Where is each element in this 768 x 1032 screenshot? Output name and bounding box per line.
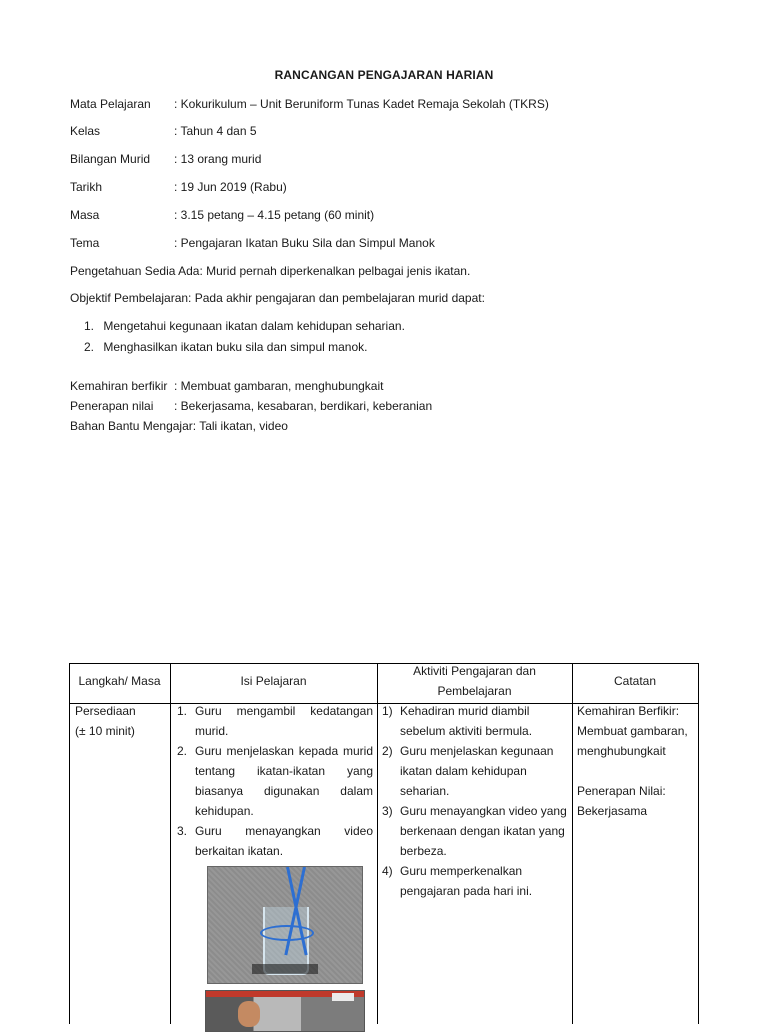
content-line: murid. (195, 724, 229, 738)
field-value: : Tahun 4 dan 5 (174, 124, 257, 138)
content-item (177, 741, 373, 821)
notes-skills-label: Kemahiran Berfikir: (577, 704, 680, 718)
field-value: : 19 Jun 2019 (Rabu) (174, 180, 287, 194)
field-value: : 13 orang murid (174, 152, 262, 166)
objective-text: Menghasilkan ikatan buku sila dan simpul manok. (103, 340, 368, 354)
content-number: 1. (177, 704, 188, 718)
knot-glass-video-image (207, 866, 363, 984)
field-label: Tarikh (70, 180, 103, 194)
activity-line: Guru memperkenalkan (400, 864, 523, 878)
activity-line: berbeza. (400, 844, 447, 858)
header-content: Isi Pelajaran (240, 674, 307, 688)
notes-values-value: Bekerjasama (577, 804, 648, 818)
objective-intro: Objektif Pembelajaran: Pada akhir pengajaran dan pembelajaran murid dapat: (70, 291, 485, 305)
field-label: Masa (70, 208, 100, 222)
content-number: 3. (177, 824, 188, 838)
objective-item (84, 318, 405, 334)
activity-item (382, 741, 570, 801)
field-label: Kemahiran berfikir (70, 379, 168, 393)
content-line: Guru menayangkan video (195, 824, 373, 838)
prior-knowledge: Pengetahuan Sedia Ada: Murid pernah diperkenalkan pelbagai jenis ikatan. (70, 264, 471, 278)
activity-line: Kehadiran murid diambil (400, 704, 530, 718)
objective-item (84, 339, 368, 355)
objective-text: Mengetahui kegunaan ikatan dalam kehidupan seharian. (103, 319, 405, 333)
field-label: Kelas (70, 124, 101, 138)
activity-line: sebelum aktiviti bermula. (400, 724, 533, 738)
header-activity (377, 661, 572, 701)
field-label: Mata Pelajaran (70, 97, 151, 111)
field-label: Bilangan Murid (70, 152, 151, 166)
table-column-divider (572, 663, 573, 1024)
field-label: Tema (70, 236, 100, 250)
video-still-image (205, 990, 365, 1032)
header-activity-line: Pembelajaran (437, 684, 512, 698)
content-item (177, 701, 373, 741)
lesson-table (69, 663, 699, 1024)
person-shape (238, 1001, 260, 1027)
activity-line: pengajaran pada hari ini. (400, 884, 533, 898)
activity-line: Guru menayangkan video yang (400, 804, 567, 818)
header-activity-line: Aktiviti Pengajaran dan (413, 664, 536, 678)
activity-item (382, 861, 570, 901)
content-line: tentang ikatan-ikatan yang (195, 764, 373, 778)
activity-item (382, 701, 570, 741)
activity-line: ikatan dalam kehidupan (400, 764, 527, 778)
content-line: biasanya digunakan dalam (195, 784, 373, 798)
step-name: Persediaan (75, 704, 136, 718)
objective-number: 1. (84, 319, 95, 333)
notes-skills-value: Membuat gambaran, (577, 724, 688, 738)
notes-skills-value: menghubungkait (577, 744, 666, 758)
field-value: : 3.15 petang – 4.15 petang (60 minit) (174, 208, 375, 222)
sign-shape (332, 993, 354, 1001)
activity-line: seharian. (400, 784, 450, 798)
table-border-right (698, 663, 699, 1024)
field-value: : Bekerjasama, kesabaran, berdikari, keberanian (174, 399, 433, 413)
content-line: Guru menjelaskan kepada murid (195, 744, 373, 758)
content-item (177, 821, 373, 861)
notes-spacer (577, 761, 697, 781)
field-value: : Kokurikulum – Unit Beruniform Tunas Kadet Remaja Sekolah (TKRS) (174, 97, 549, 111)
activity-item (382, 801, 570, 861)
notes-cell (577, 701, 697, 821)
rope-ring-shape (260, 925, 314, 941)
content-line: kehidupan. (195, 804, 254, 818)
video-subtitle-bar (252, 964, 318, 974)
document-title: RANCANGAN PENGAJARAN HARIAN (274, 68, 494, 82)
objective-number: 2. (84, 340, 95, 354)
field-value: : Pengajaran Ikatan Buku Sila dan Simpul Manok (174, 236, 435, 250)
activity-number: 3) (382, 804, 393, 818)
notes-values-label: Penerapan Nilai: (577, 784, 666, 798)
table-border-left (69, 663, 70, 1024)
activity-number: 1) (382, 704, 393, 718)
activity-number: 2) (382, 744, 393, 758)
field-label: Penerapan nilai (70, 399, 154, 413)
activity-cell (382, 701, 570, 901)
content-cell (177, 701, 373, 861)
teaching-materials: Bahan Bantu Mengajar: Tali ikatan, video (70, 419, 288, 433)
activity-line: Guru menjelaskan kegunaan (400, 744, 554, 758)
step-cell (75, 701, 167, 741)
activity-line: berkenaan dengan ikatan yang (400, 824, 565, 838)
header-notes: Catatan (613, 674, 657, 688)
field-value: : Membuat gambaran, menghubungkait (174, 379, 384, 393)
content-number: 2. (177, 744, 188, 758)
step-duration: (± 10 minit) (75, 724, 135, 738)
header-step: Langkah/ Masa (78, 674, 161, 688)
table-column-divider (170, 663, 171, 1024)
content-line: berkaitan ikatan. (195, 844, 284, 858)
table-column-divider (377, 663, 378, 1024)
content-line: Guru mengambil kedatangan (195, 704, 373, 718)
activity-number: 4) (382, 864, 393, 878)
